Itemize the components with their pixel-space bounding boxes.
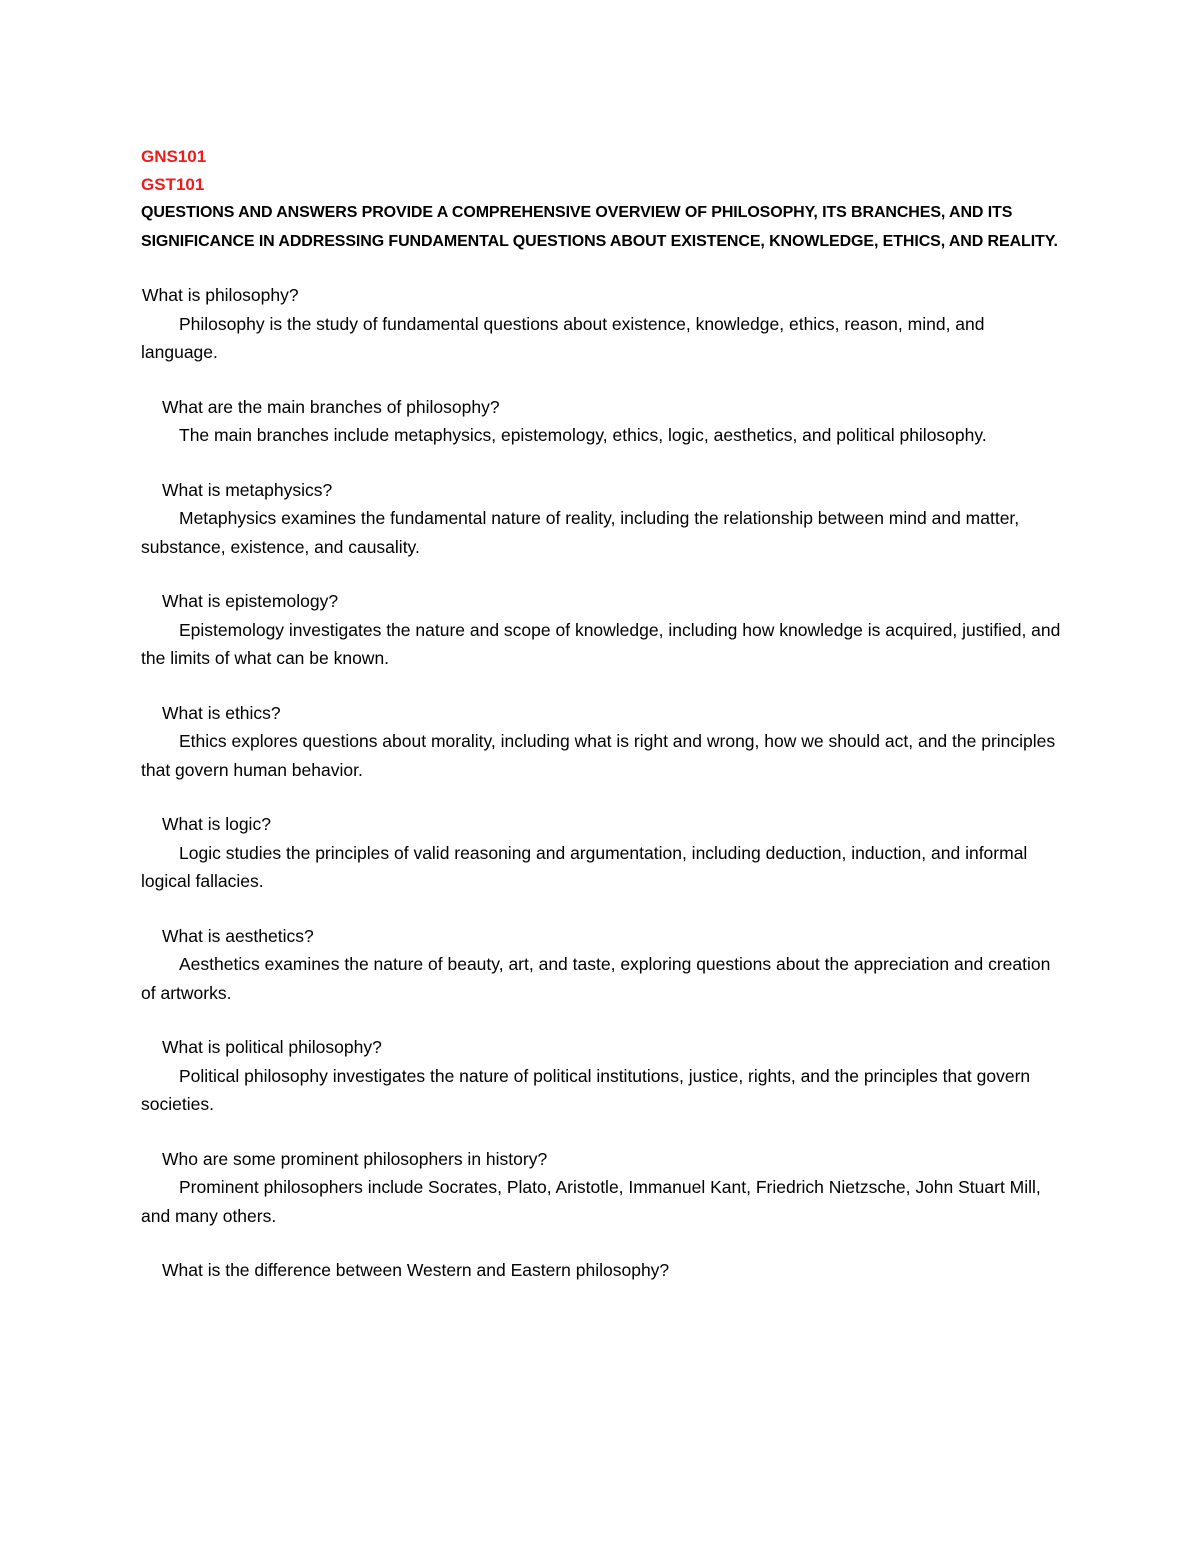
document-body — [141, 143, 1061, 1311]
answer-text: Aesthetics examines the nature of beauty, art, and taste, exploring questions about the appreciation and creation of artworks. — [141, 954, 1051, 1003]
question-text: Who are some prominent philosophers in history? — [162, 1148, 548, 1169]
answer-text: The main branches include metaphysics, epistemology, ethics, logic, aesthetics, and political philosophy. — [179, 425, 987, 445]
qa-item — [141, 587, 1061, 673]
question-text: What are the main branches of philosophy? — [162, 396, 500, 417]
question-text: What is epistemology? — [162, 591, 339, 611]
answer-text: Epistemology investigates the nature and scope of knowledge, including how knowledge is acquired, justified, and the limits of what can be known. — [141, 619, 1061, 668]
answer-text: Logic studies the principles of valid reasoning and argumentation, including deduction, induction, and informal logical fallacies. — [141, 842, 1028, 891]
document-heading: QUESTIONS AND ANSWERS PROVIDE A COMPREHENSIVE OVERVIEW OF PHILOSOPHY, ITS BRANCHES, AND ITS SIGNIFICANCE IN ADDRESSING FUNDAMENTAL QUESTIONS ABOUT EXISTENCE, KNOWLEDGE, ETHICS, AND REALITY. — [141, 204, 1058, 250]
qa-item — [141, 393, 1061, 450]
qa-item — [141, 476, 1061, 562]
qa-item — [141, 1033, 1061, 1119]
question-text: What is logic? — [162, 814, 271, 834]
qa-item — [141, 922, 1061, 1008]
question-text: What is the difference between Western and Eastern philosophy? — [162, 1260, 670, 1280]
answer-text: Ethics explores questions about morality, including what is right and wrong, how we should act, and the principles that govern human behavior. — [141, 731, 1056, 780]
answer-text: Philosophy is the study of fundamental questions about existence, knowledge, ethics, reason, mind, and language. — [141, 313, 985, 362]
course-code-gst: GST101 — [141, 175, 205, 194]
question-text: What is ethics? — [162, 702, 281, 723]
qa-item — [141, 1256, 1061, 1285]
answer-text: Metaphysics examines the fundamental nature of reality, including the relationship between mind and matter, substance, existence, and causality. — [141, 508, 1020, 557]
question-text: What is political philosophy? — [162, 1037, 382, 1057]
answer-text: Political philosophy investigates the nature of political institutions, justice, rights, and the principles that govern societies. — [141, 1065, 1031, 1114]
qa-item — [141, 281, 1061, 367]
qa-item — [141, 1145, 1061, 1231]
course-code-gns: GNS101 — [141, 147, 207, 166]
question-text: What is philosophy? — [142, 285, 299, 305]
question-text: What is metaphysics? — [162, 479, 333, 500]
qa-item — [141, 810, 1061, 896]
answer-text: Prominent philosophers include Socrates, Plato, Aristotle, Immanuel Kant, Friedrich Nietzsche, John Stuart Mill, and many others. — [141, 1177, 1041, 1226]
qa-item — [141, 699, 1061, 785]
question-text: What is aesthetics? — [162, 925, 314, 946]
